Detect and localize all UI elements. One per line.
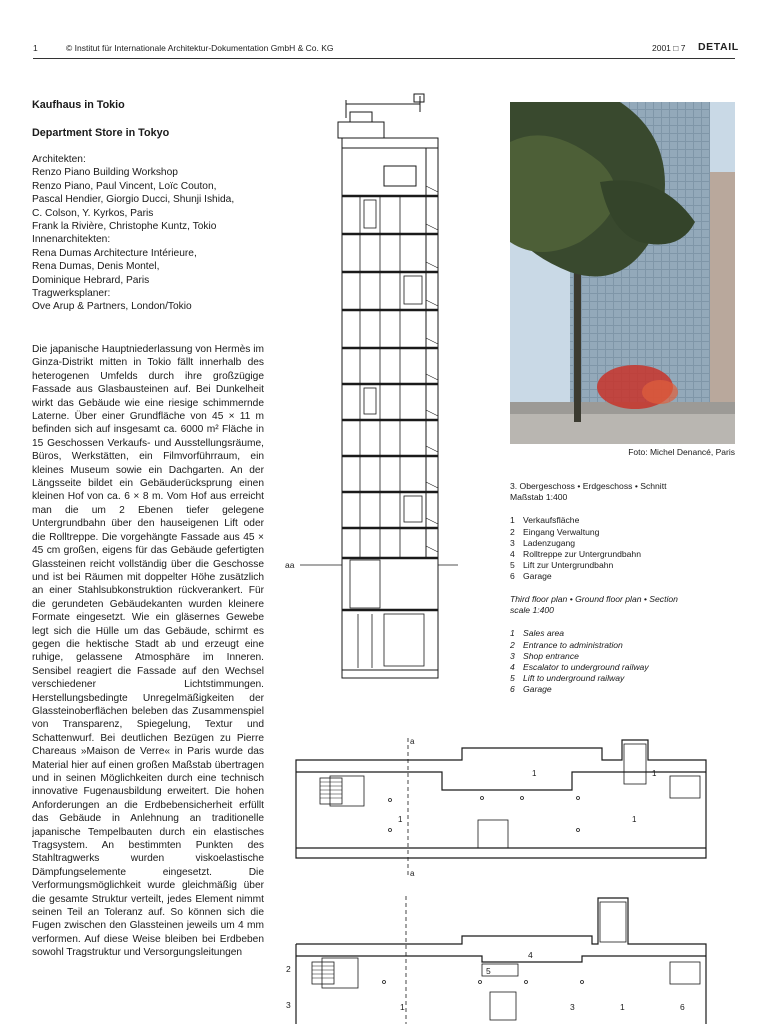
header-rule xyxy=(33,58,735,59)
caption-heading: 3. Obergeschoss • Erdgeschoss • Schnitt xyxy=(510,481,667,491)
section-mark-label: aa xyxy=(285,560,295,570)
section-cut-label: a xyxy=(410,869,415,878)
legend-item: 5 Lift to underground railway xyxy=(510,673,625,684)
legend-item: 2 Entrance to administration xyxy=(510,639,623,650)
room-label: 3 xyxy=(570,1002,575,1012)
credits-list xyxy=(32,153,264,314)
room-label: 1 xyxy=(532,769,537,778)
title-english: Department Store in Tokyo xyxy=(32,127,170,139)
room-label: 1 xyxy=(398,815,403,824)
room-label: 1 xyxy=(620,1002,625,1012)
title-german: Kaufhaus in Tokio xyxy=(32,99,125,111)
credit-line: Architekten: xyxy=(32,154,86,165)
legend-item: 3 Shop entrance xyxy=(510,650,579,661)
caption-english xyxy=(510,594,735,696)
legend-list xyxy=(510,628,735,695)
credit-line: Rena Dumas, Denis Montel, xyxy=(32,261,160,273)
room-label: 1 xyxy=(400,1002,405,1012)
legend-list xyxy=(510,515,735,582)
legend-item: 1 Verkaufsfläche xyxy=(510,515,580,526)
credit-line: Pascal Hendier, Giorgio Ducci, Shunji Ishida, xyxy=(32,194,235,206)
legend-item: 2 Eingang Verwaltung xyxy=(510,526,600,537)
credit-line: Dominique Hebrard, Paris xyxy=(32,274,150,286)
caption-heading: Third floor plan • Ground floor plan • Section xyxy=(510,594,678,604)
room-label: 1 xyxy=(652,769,657,778)
building-photo xyxy=(510,102,735,444)
issue-number: 2001 □ 7 xyxy=(652,43,686,53)
third-floor-plan xyxy=(292,730,708,880)
room-label: 1 xyxy=(632,815,637,824)
photo-image xyxy=(510,102,735,444)
room-label: 4 xyxy=(528,950,533,960)
credit-line: Rena Dumas Architecture Intérieure, xyxy=(32,247,197,259)
room-label: 3 xyxy=(286,1000,291,1010)
legend-item: 3 Ladenzugang xyxy=(510,537,576,548)
caption-scale: Maßstab 1:400 xyxy=(510,492,568,503)
brand-logo: DETAIL xyxy=(698,41,739,53)
caption-german xyxy=(510,481,735,583)
building-section-drawing xyxy=(280,90,460,710)
photo-credit: Foto: Michel Denancé, Paris xyxy=(628,447,735,457)
credit-line: Ove Arup & Partners, London/Tokio xyxy=(32,301,192,313)
room-label: 2 xyxy=(286,964,291,974)
copyright-notice: © Institut für Internationale Architektur-Dokumentation GmbH & Co. KG xyxy=(66,43,334,53)
legend-item: 6 Garage xyxy=(510,571,552,582)
ground-floor-plan xyxy=(282,896,710,1024)
room-label: 5 xyxy=(486,966,491,976)
legend-item: 4 Rolltreppe zur Untergrundbahn xyxy=(510,549,641,560)
room-label: 6 xyxy=(680,1002,685,1012)
credit-line: Tragwerksplaner: xyxy=(32,288,111,300)
caption-scale: scale 1:400 xyxy=(510,605,554,616)
credit-line: Renzo Piano Building Workshop xyxy=(32,167,178,179)
legend-item: 4 Escalator to underground railway xyxy=(510,662,649,673)
legend-item: 5 Lift zur Untergrundbahn xyxy=(510,560,614,571)
credit-line: C. Colson, Y. Kyrkos, Paris xyxy=(32,207,154,219)
credit-line: Innenarchitekten: xyxy=(32,234,111,246)
section-cut-label: a xyxy=(410,737,415,746)
article-body: Die japanische Hauptniederlassung von Hermès im Ginza-Distrikt mitten in Tokio fällt innerhalb des heterogenen Umfelds durch ihre großzügige Fassade aus Glasbausteinen auf. Bei Dunkelheit wirkt das Gebäude wie eine riesige schimmernde Laterne. Über einer Grundfläche von 45 × 11 m befinden sich auf insgesamt ca. 6000 m² Fläche in 15 Geschossen Verkaufs- und Ausstellungsräume, Büros, Werkstätten, ein Filmvorführraum, ein kleines Museum sowie ein Dachgarten. An der Längsseite bildet ein Gebäuderücksprung einen kleinen Hof von ca. 6 × 8 m. Vom Hof aus erreicht man die um 2 Ebenen tiefer gelegene Untergrundbahn über den hauseigenen Lift oder die Rolltreppe. Die vorgehängte Fassade aus 45 × 45 cm großen, eigens für das Gebäude gefertigten Glassteinen reicht vollständig über die Geschosse und ist bei Räumen mit doppelter Höhe zusätzlich an einer Stahlsubkonstruktion rückverankert. Für die gerundeten Gebäudekanten wurden kleinere Formate eingesetzt. Wie ein gläsernes Gewebe legt sich die Hülle um das Gebäude, schirmt es gegen die hektische Stadt ab und erzeugt eine ruhige, gelassene Atmosphäre im Inneren. Sensibel reagiert die Fassade auf den Wechsel verschiedener Lichtstimmungen. Herstellungsbedingte Unregelmäßigkeiten der Glassteinoberflächen beleben das Zusammenspiel von Transparenz, Spiegelung, Textur und Schattenwurf. Bei deutlichen Bezügen zu Pierre Chareaus »Maison de Verre« in Paris wurde das Material hier auf einen großen Maßstab übertragen und in seinen Möglichkeiten durch eine technisch innovative Fugenausbildung erweitert. Die hohen Anforderungen an die Erdbebensicherheit erfüllt das Gebäude in Anlehnung an traditionelle japanische Tempelbauten durch ein elastisches Tragsystem. An bestimmten Punkten des Stahltragwerks wurden viskoelastische Dämpfungselemente eingesetzt. Die Verformungsmöglichkeit wurde gleichmäßig über die gesamte Struktur verteilt, jedes Element nimmt seinen Teil an Toleranz auf. So können sich die Fugen zwischen den Glassteinen jeweils um 4 mm verformen. Auf diese Weise bleiben bei Erdbeben sowohl Tragstruktur und Versorgungsleitungen xyxy=(32,344,264,959)
legend-item: 6 Garage xyxy=(510,684,552,695)
page-header xyxy=(0,38,768,58)
legend-item: 1 Sales area xyxy=(510,628,565,639)
page-number: 1 xyxy=(33,43,38,53)
credit-line: Renzo Piano, Paul Vincent, Loïc Couton, xyxy=(32,180,217,192)
credit-line: Frank la Rivière, Christophe Kuntz, Tokio xyxy=(32,221,217,233)
